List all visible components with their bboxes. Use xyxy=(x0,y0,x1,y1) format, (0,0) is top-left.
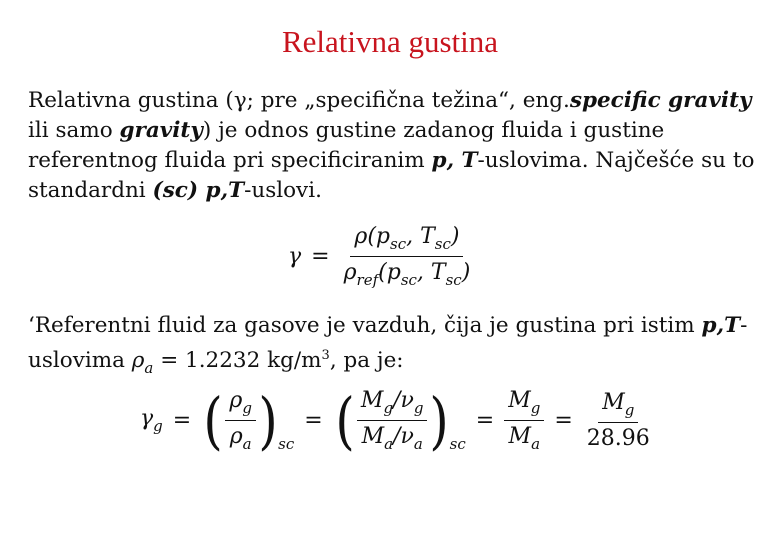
t: /ν xyxy=(393,424,414,449)
equation-gamma-definition xyxy=(288,224,474,289)
sub: g xyxy=(413,399,424,417)
numerator xyxy=(350,224,463,257)
right-paren: ) xyxy=(429,383,450,457)
t: /ν xyxy=(393,388,414,413)
fraction-molar xyxy=(357,388,428,453)
left-paren: ( xyxy=(203,383,223,457)
fraction-rho xyxy=(225,388,256,453)
text: -uslovima xyxy=(28,313,748,374)
t: M xyxy=(360,388,384,413)
text: ‘Referentni fluid za gasove je vazduh, čija je gustina pri istim xyxy=(28,313,702,338)
sc-subscript: sc xyxy=(449,435,466,453)
sub: ref xyxy=(356,271,379,289)
sub: a xyxy=(531,435,541,453)
t: ρ(p xyxy=(354,224,390,249)
t: ρ xyxy=(229,424,243,449)
eq-sign: = xyxy=(475,408,495,433)
sub: g xyxy=(530,399,541,417)
rho-symbol: ρ xyxy=(131,348,145,374)
text: -uslovi. xyxy=(244,178,322,203)
text-italic: p, T xyxy=(431,148,478,173)
t: (p xyxy=(378,260,401,285)
denominator: 28.96 xyxy=(586,426,650,451)
sub: a xyxy=(413,435,423,453)
rho-subscript: a xyxy=(144,359,154,378)
sc-subscript: sc xyxy=(278,435,295,453)
t: M xyxy=(508,424,532,449)
equation-gamma-gas xyxy=(140,383,654,457)
eq-sign: = xyxy=(311,244,330,269)
text-italic: specific gravity xyxy=(569,88,752,113)
sub: a xyxy=(384,435,394,453)
eq-lhs: γ xyxy=(288,244,302,269)
numerator xyxy=(504,388,544,421)
definition-paragraph xyxy=(28,86,758,206)
text: ) je odnos gustine zadanog fluida i gustine referentnog fluida pri specificiranim xyxy=(28,118,665,173)
sub: sc xyxy=(400,271,417,289)
text: ili samo xyxy=(28,118,120,143)
sub: g xyxy=(153,417,163,435)
text-italic: p,T xyxy=(701,313,741,338)
left-paren: ( xyxy=(335,383,355,457)
t: ) xyxy=(461,260,471,285)
fraction-final xyxy=(583,390,654,451)
t: M xyxy=(602,390,625,415)
numerator xyxy=(598,390,638,423)
text-italic: (sc) p,T xyxy=(152,178,245,203)
eq-sign: = xyxy=(304,408,323,433)
text: = 1.2232 kg/m xyxy=(153,348,322,374)
right-paren: ) xyxy=(258,383,278,457)
fraction xyxy=(340,224,475,289)
text-italic: gravity xyxy=(119,118,203,143)
reference-paragraph xyxy=(28,311,758,383)
text: Relativna gustina (γ; pre „specifična težina“, eng. xyxy=(28,88,570,113)
eq-sign: = xyxy=(172,408,192,433)
sub: g xyxy=(242,399,252,417)
denominator xyxy=(505,421,544,453)
denominator xyxy=(340,257,475,289)
t: γ xyxy=(140,406,154,431)
denominator xyxy=(226,421,256,453)
superscript: 3 xyxy=(321,348,330,363)
t: , T xyxy=(416,260,446,285)
numerator xyxy=(225,388,256,421)
sub: sc xyxy=(434,235,451,253)
text: -uslovima. Najčešće su to standardni xyxy=(28,148,755,203)
text: , pa je: xyxy=(329,348,404,374)
t: ) xyxy=(450,224,460,249)
t: , T xyxy=(406,224,435,249)
sub: sc xyxy=(445,271,462,289)
t: ρ xyxy=(229,388,243,413)
sub: g xyxy=(383,399,394,417)
t: M xyxy=(361,424,385,449)
eq-lhs xyxy=(140,406,163,435)
eq-sign: = xyxy=(554,408,573,433)
t: ρ xyxy=(343,260,357,285)
sub: sc xyxy=(390,235,407,253)
t: M xyxy=(508,388,531,413)
numerator xyxy=(357,388,428,421)
denominator xyxy=(358,421,427,453)
fraction-mass xyxy=(504,388,544,453)
page-title: Relativna gustina xyxy=(281,24,499,59)
sub: a xyxy=(242,435,252,453)
sub: g xyxy=(624,401,635,419)
